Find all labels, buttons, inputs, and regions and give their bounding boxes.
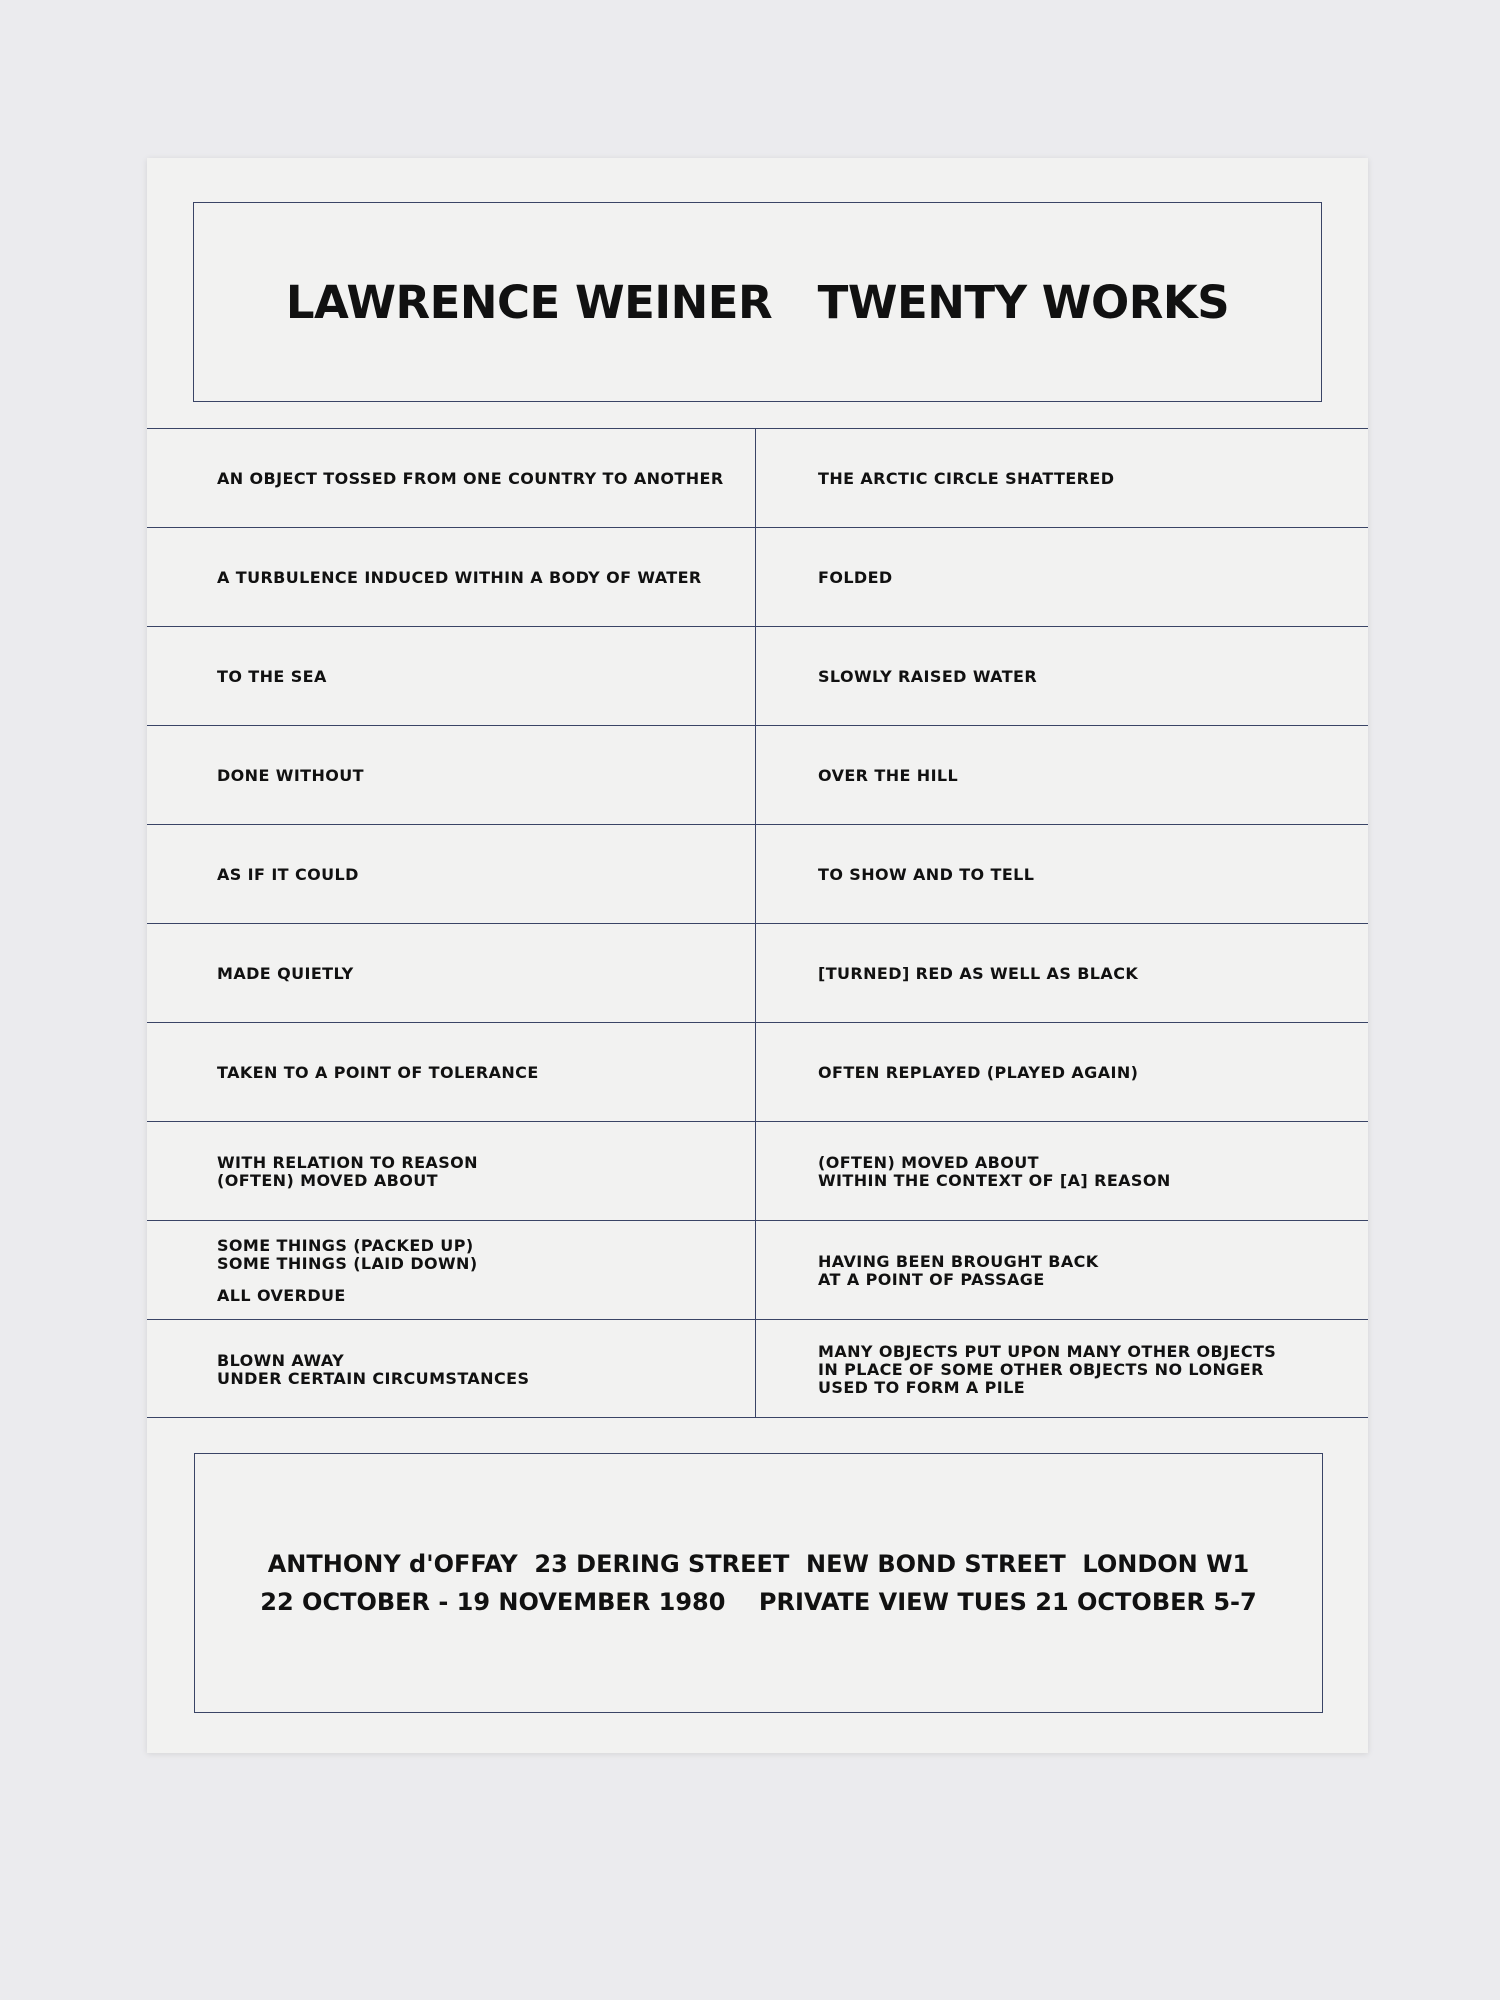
work-title-left: [217, 627, 747, 726]
works-row: [147, 1023, 1368, 1122]
works-row: [147, 627, 1368, 726]
work-title-line: MADE QUIETLY: [217, 963, 354, 983]
work-title-line: ALL OVERDUE: [217, 1285, 346, 1305]
work-title-left: [217, 825, 747, 924]
work-title-line: AS IF IT COULD: [217, 864, 359, 884]
work-title-right: [818, 1320, 1358, 1419]
work-title-left: [217, 1221, 747, 1320]
work-title-line: (OFTEN) MOVED ABOUT: [217, 1170, 438, 1190]
work-title-right: [818, 1023, 1358, 1122]
works-row: [147, 726, 1368, 825]
work-title-line: HAVING BEEN BROUGHT BACK: [818, 1251, 1099, 1271]
work-title-line: USED TO FORM A PILE: [818, 1377, 1026, 1397]
work-title-right: [818, 429, 1358, 528]
work-title-line: SOME THINGS (PACKED UP): [217, 1235, 474, 1255]
work-title-line: (OFTEN) MOVED ABOUT: [818, 1152, 1039, 1172]
works-row: [147, 1122, 1368, 1221]
work-title-line: UNDER CERTAIN CIRCUMSTANCES: [217, 1368, 530, 1388]
work-title-left: [217, 528, 747, 627]
work-title-line: DONE WITHOUT: [217, 765, 364, 785]
works-row: [147, 825, 1368, 924]
work-title-line: [TURNED] RED AS WELL AS BLACK: [818, 963, 1139, 983]
gallery-address: ANTHONY d'OFFAY 23 DERING STREET NEW BOND STREET LONDON W1: [267, 1550, 1250, 1578]
work-title-line: SLOWLY RAISED WATER: [818, 666, 1038, 686]
work-title-left: [217, 1320, 747, 1419]
works-row: [147, 528, 1368, 627]
work-title-line: WITHIN THE CONTEXT OF [A] REASON: [818, 1170, 1171, 1190]
work-title-line: MANY OBJECTS PUT UPON MANY OTHER OBJECTS: [818, 1341, 1277, 1361]
work-title-line: TAKEN TO A POINT OF TOLERANCE: [217, 1062, 539, 1082]
work-title-right: [818, 1221, 1358, 1320]
work-title-line: A TURBULENCE INDUCED WITHIN A BODY OF WATER: [217, 567, 702, 587]
works-row: [147, 429, 1368, 528]
works-row: [147, 1221, 1368, 1320]
exhibition-dates: 22 OCTOBER - 19 NOVEMBER 1980 PRIVATE VIEW TUES 21 OCTOBER 5-7: [260, 1588, 1257, 1616]
work-title-right: [818, 528, 1358, 627]
poster: [147, 158, 1368, 1753]
work-title-right: [818, 825, 1358, 924]
work-title-left: [217, 429, 747, 528]
works-grid: [147, 428, 1368, 1418]
poster-title: LAWRENCE WEINER TWENTY WORKS: [285, 275, 1230, 329]
work-title-left: [217, 726, 747, 825]
work-title-right: [818, 726, 1358, 825]
work-title-line: IN PLACE OF SOME OTHER OBJECTS NO LONGER: [818, 1359, 1264, 1379]
work-title-line: WITH RELATION TO REASON: [217, 1152, 478, 1172]
work-title-left: [217, 924, 747, 1023]
work-title-line: FOLDED: [818, 567, 893, 587]
work-title-right: [818, 1122, 1358, 1221]
exhibition-info-box: [194, 1453, 1323, 1713]
work-title-line: AN OBJECT TOSSED FROM ONE COUNTRY TO ANOTHER: [217, 468, 724, 488]
title-box: [193, 202, 1322, 402]
work-title-right: [818, 924, 1358, 1023]
work-title-left: [217, 1023, 747, 1122]
work-title-line: OFTEN REPLAYED (PLAYED AGAIN): [818, 1062, 1139, 1082]
work-title-line: AT A POINT OF PASSAGE: [818, 1269, 1045, 1289]
work-title-line: TO THE SEA: [217, 666, 327, 686]
works-row: [147, 924, 1368, 1023]
work-title-line: BLOWN AWAY: [217, 1350, 345, 1370]
work-title-line: SOME THINGS (LAID DOWN): [217, 1253, 478, 1273]
work-title-right: [818, 627, 1358, 726]
work-title-left: [217, 1122, 747, 1221]
works-row: [147, 1320, 1368, 1419]
work-title-line: TO SHOW AND TO TELL: [818, 864, 1035, 884]
work-title-line: OVER THE HILL: [818, 765, 959, 785]
work-title-line: THE ARCTIC CIRCLE SHATTERED: [818, 468, 1115, 488]
